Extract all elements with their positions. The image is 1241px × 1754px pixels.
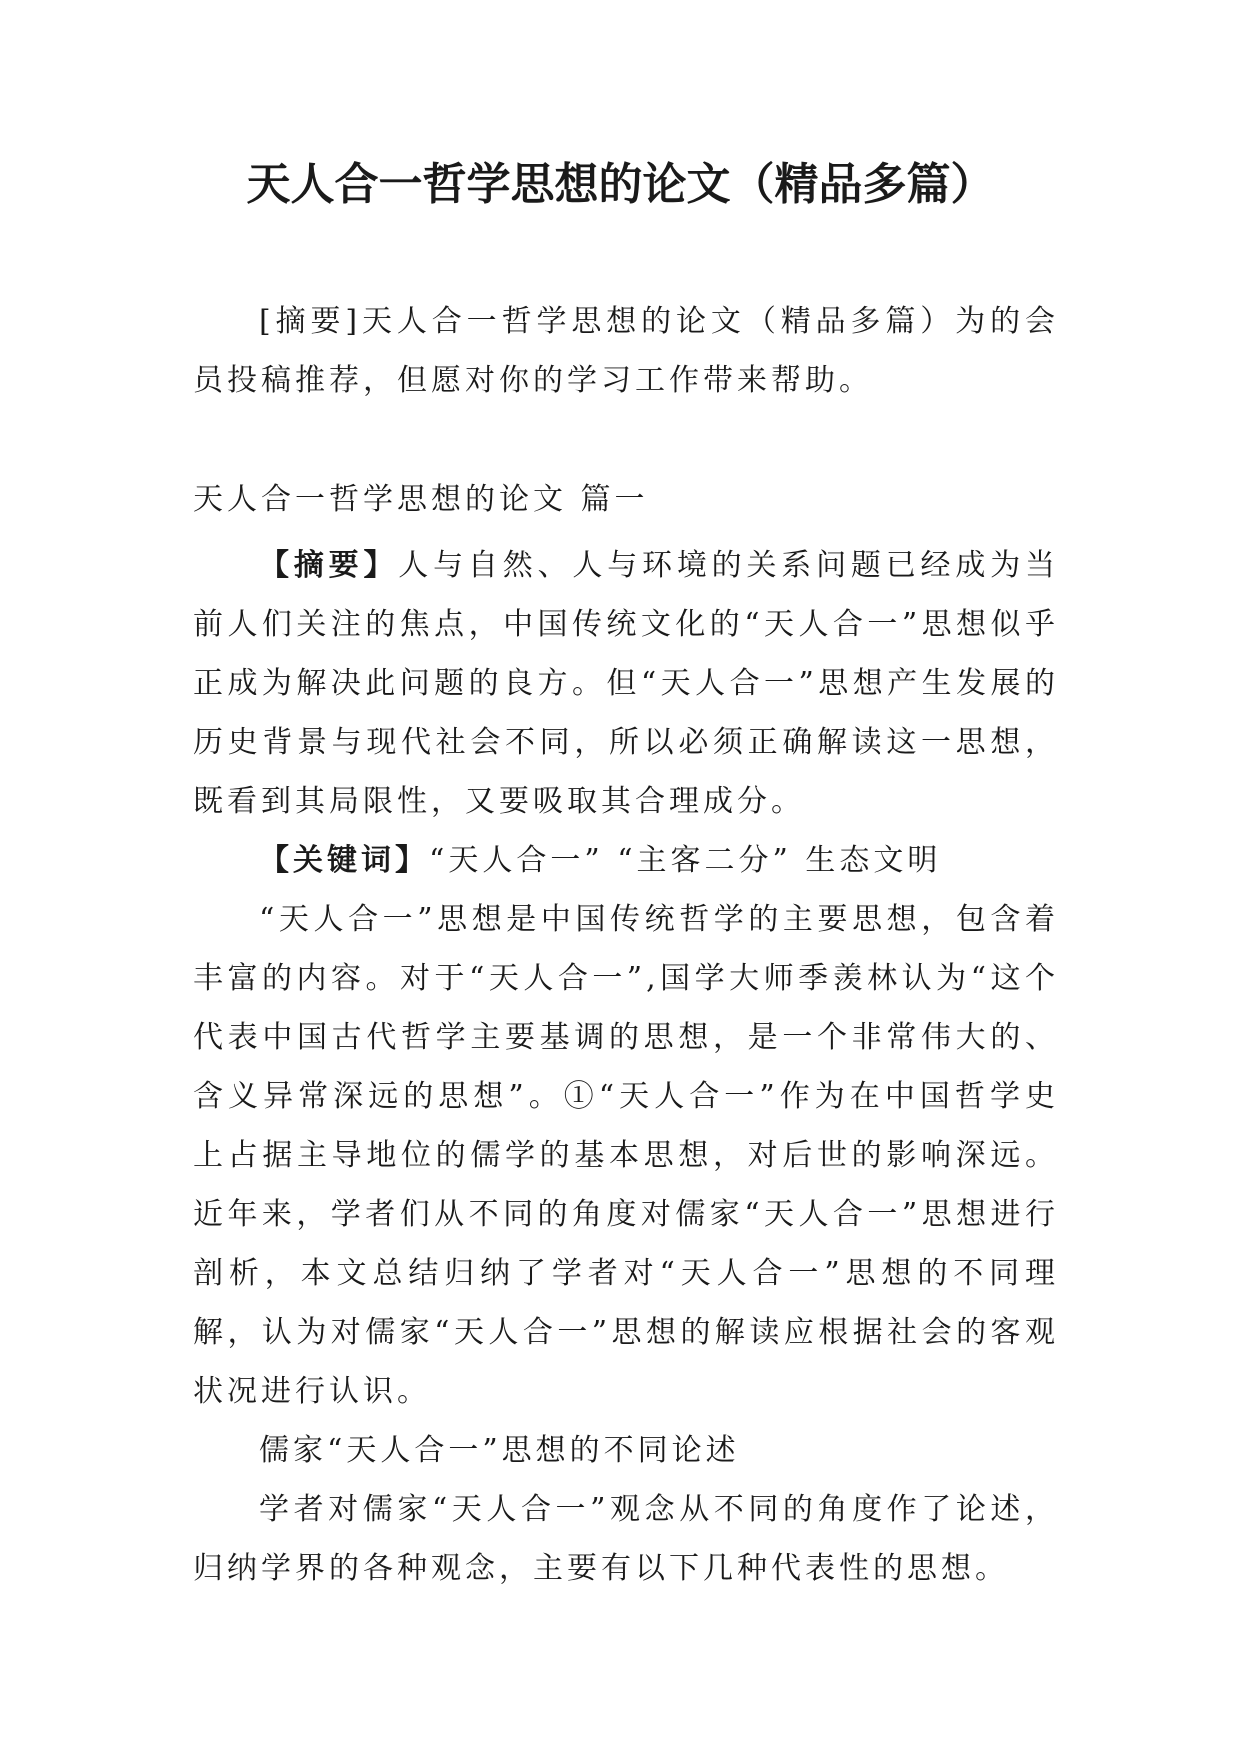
keywords-label: 【关键词】 [259,843,429,878]
document-body [193,292,1059,1598]
keywords-text: “天人合一” “主客二分” 生态文明 [429,843,942,878]
subheading: 儒家“天人合一”思想的不同论述 [259,1433,740,1468]
section-heading: 天人合一哲学思想的论文 篇一 [193,482,649,517]
document-title: 天人合一哲学思想的论文（精品多篇） [246,159,995,210]
abstract-text: 人与自然、人与环境的关系问题已经成为当前人们关注的焦点，中国传统文化的“天人合一”思想似乎正成为解决此问题的良方。但“天人合一”思想产生发展的历史背景与现代社会不同，所以必须正确解读这一思想，既看到其局限性，又要吸取其合理成分。 [193,548,1060,819]
summary-paragraph: [摘要]天人合一哲学思想的论文（精品多篇）为的会员投稿推荐，但愿对你的学习工作带来帮助。 [193,304,1059,398]
body-paragraph-1: “天人合一”思想是中国传统哲学的主要思想，包含着丰富的内容。对于“天人合一”,国学大师季羡林认为“这个代表中国古代哲学主要基调的思想，是一个非常伟大的、含义异常深远的思想”。①“天人合一”作为在中国哲学史上占据主导地位的儒学的基本思想，对后世的影响深远。近年来，学者们从不同的角度对儒家“天人合一”思想进行剖析，本文总结归纳了学者对“天人合一”思想的不同理解，认为对儒家“天人合一”思想的解读应根据社会的客观状况进行认识。 [193,902,1059,1409]
body-paragraph-2: 学者对儒家“天人合一”观念从不同的角度作了论述，归纳学界的各种观念，主要有以下几种代表性的思想。 [193,1492,1059,1586]
abstract-paragraph [193,536,1059,831]
keywords-paragraph [193,831,1059,890]
abstract-label: 【摘要】 [259,548,399,583]
